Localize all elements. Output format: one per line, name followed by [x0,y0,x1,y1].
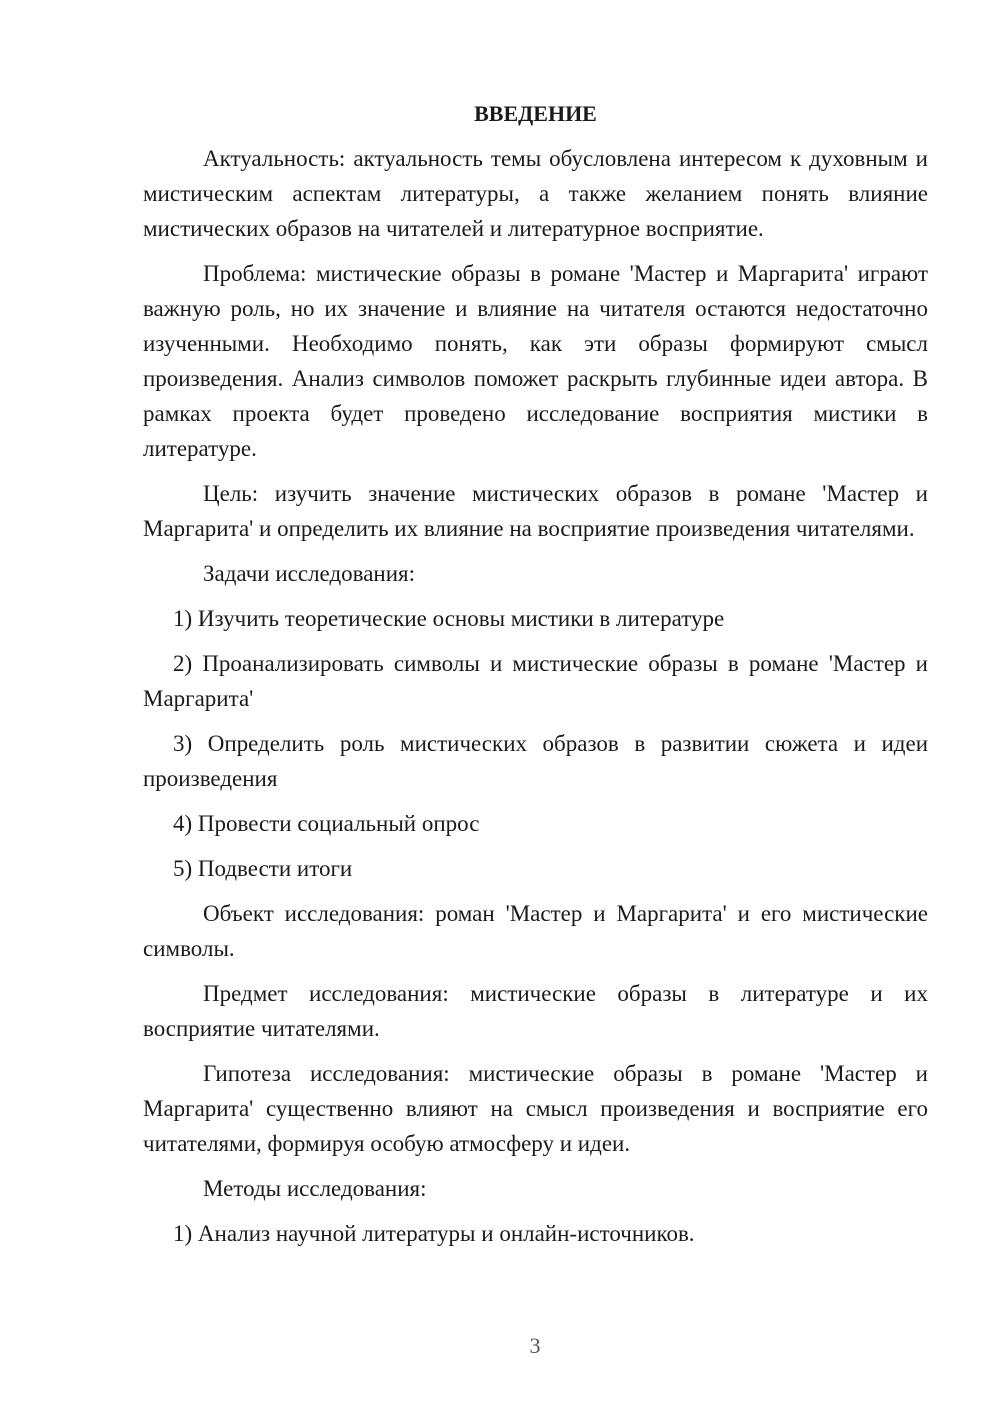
subject-paragraph: Предмет исследования: мистические образы в литературе и их восприятие читателями. [143,981,928,1041]
method-item: 1) Анализ научной литературы и онлайн-источников. [173,1221,695,1246]
page-title: ВВЕДЕНИЕ [474,101,597,126]
page-number: 3 [529,1333,541,1358]
task-item: 2) Проанализировать символы и мистические образы в романе 'Мастер и Маргарита' [143,651,928,711]
methods-heading: Методы исследования: [203,1176,427,1201]
document-body [143,96,928,1261]
object-paragraph: Объект исследования: роман 'Мастер и Маргарита' и его мистические символы. [143,901,928,961]
goal-paragraph: Цель: изучить значение мистических образов в романе 'Мастер и Маргарита' и определить их влияние на восприятие произведения читателями. [143,481,928,541]
tasks-heading: Задачи исследования: [203,561,416,586]
relevance-paragraph: Актуальность: актуальность темы обусловлена интересом к духовным и мистическим аспектам литературы, а также желанием понять влияние мистических образов на читателей и литературное восприятие. [143,146,928,241]
task-item: 3) Определить роль мистических образов в развитии сюжета и идеи произведения [143,731,928,791]
task-item: 1) Изучить теоретические основы мистики в литературе [173,606,725,631]
hypothesis-paragraph: Гипотеза исследования: мистические образы в романе 'Мастер и Маргарита' существенно влияют на смысл произведения и восприятие его читателями, формируя особую атмосферу и идеи. [143,1061,928,1156]
problem-paragraph: Проблема: мистические образы в романе 'Мастер и Маргарита' играют важную роль, но их значение и влияние на читателя остаются недостаточно изученными. Необходимо понять, как эти образы формируют смысл произведения. Анализ символов поможет раскрыть глубинные идеи автора. В рамках проекта будет проведено исследование восприятия мистики в литературе. [143,261,928,461]
task-item: 4) Провести социальный опрос [173,811,480,836]
task-item: 5) Подвести итоги [173,856,353,881]
